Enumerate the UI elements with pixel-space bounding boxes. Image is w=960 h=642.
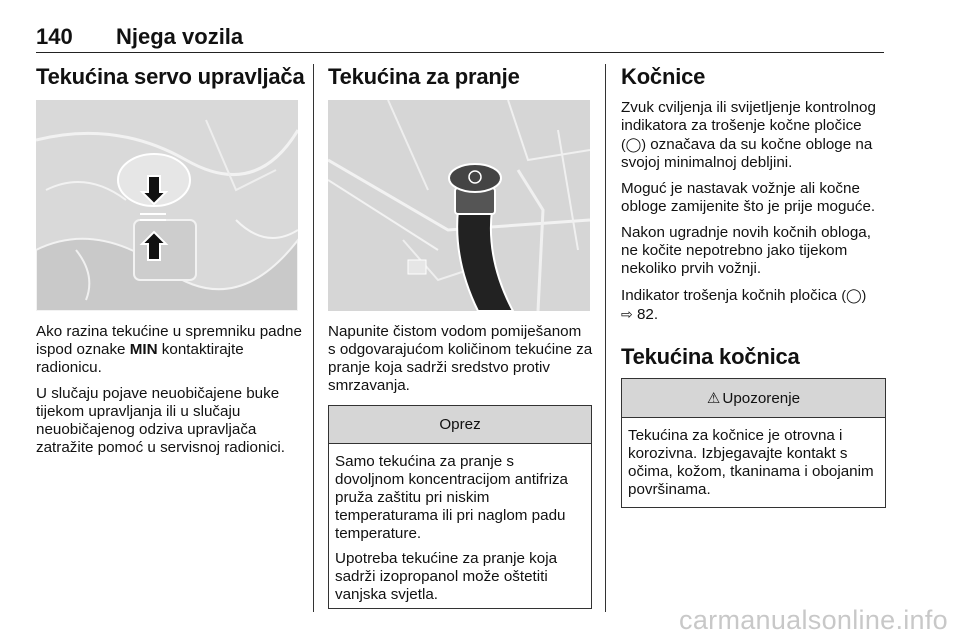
min-mark-label: MIN: [129, 341, 158, 358]
section-heading-power-steering: Tekućina servo upravljača: [36, 64, 305, 89]
brake-pad-wear-icon: (◯): [841, 287, 867, 303]
column-washer-fluid: [328, 64, 598, 90]
brake-pad-wear-icon: (◯): [621, 136, 646, 152]
paragraph-fill-water: Napunite čistom vodom pomiješanom s odgovarajućom količinom tekućine za pranje koja sadrži sredstvo protiv smrzavanja.: [328, 323, 593, 394]
brake-fluid-heading-block: [621, 344, 889, 370]
watermark: carmanualsonline.info: [679, 605, 948, 635]
warning-box: [621, 378, 886, 508]
paragraph-continue-driving: Moguć je nastavak vožnje ali kočne obloge zamijenite što je prije moguće.: [621, 180, 876, 215]
caution-box: [328, 405, 592, 609]
section-heading-brake-fluid: Tekućina kočnica: [621, 344, 800, 369]
section-heading-brakes: Kočnice: [621, 64, 706, 89]
caution-paragraph-antifreeze: Samo tekućina za pranje s dovoljnom koncentracijom antifriza pruža zaštitu pri niskim temperaturama ili pri naglom padu temperature.: [335, 453, 568, 542]
caution-paragraph-isopropanol: Upotreba tekućine za pranje koja sadrži izopropanol može oštetiti vanjska svjetla.: [335, 550, 558, 603]
paragraph-indicator-ref: Indikator trošenja kočnih pločica (◯) ⇨ 82.: [621, 287, 867, 323]
section-heading-washer-fluid: Tekućina za pranje: [328, 64, 520, 89]
chapter-title: Njega vozila: [116, 24, 244, 49]
caution-box-body: [329, 444, 591, 604]
column-power-steering: [36, 64, 305, 90]
column-divider-1: [313, 64, 314, 612]
illustration-washer-fluid-reservoir: [328, 100, 590, 311]
page-header: [36, 22, 884, 53]
column-power-steering-text: [36, 323, 304, 465]
warning-paragraph-toxic: Tekućina za kočnice je otrovna i korozivna. Izbjegavajte kontakt s očima, kožom, tkaninama i obojanim površinama.: [628, 427, 874, 498]
caution-box-title: Oprez: [329, 406, 591, 444]
column-brakes: [621, 64, 889, 332]
paragraph-unusual-noise: U slučaju pojave neuobičajene buke tijekom upravljanja ili u slučaju neuobičajenog odziva upravljača zatražite pomoć u servisnoj radionici.: [36, 385, 286, 456]
paragraph-min-level: Ako razina tekućine u spremniku padne ispod oznake MIN kontaktirajte radionicu.: [36, 323, 302, 376]
paragraph-squealing: Zvuk cviljenja ili svijetljenje kontrolnog indikatora za trošenje kočne pločice (◯) označava da su kočne obloge na svojoj minimalnoj debljini.: [621, 99, 876, 171]
page-reference-arrow-icon: ⇨: [621, 306, 633, 322]
illustration-power-steering-reservoir: [36, 100, 298, 311]
paragraph-new-pads: Nakon ugradnje novih kočnih obloga, ne kočite nepotrebno jako tijekom nekoliko prvih vožnji.: [621, 224, 871, 277]
warning-box-body: [622, 418, 885, 499]
warning-triangle-icon: ⚠: [706, 390, 721, 407]
warning-box-title: ⚠ Upozorenje: [622, 379, 885, 418]
column-divider-2: [605, 64, 606, 612]
column-washer-fluid-text: [328, 323, 593, 403]
page-number: 140: [36, 24, 73, 49]
page-reference[interactable]: 82.: [632, 306, 659, 323]
